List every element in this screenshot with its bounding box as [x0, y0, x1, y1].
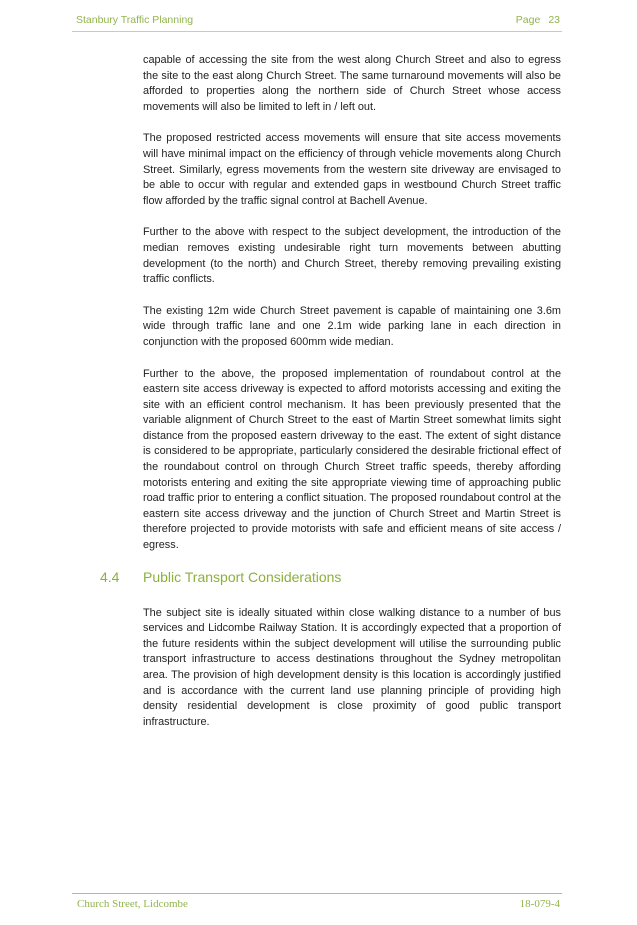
- page-footer: [72, 893, 562, 910]
- body-paragraph-1: capable of accessing the site from the west along Church Street and also to egress the site to the east along Church Street. The same turnaround movements will also be afforded to properties along the northern side of Church Street whose access movements will also be limited to left in / left out.: [143, 54, 561, 113]
- header-page-indicator: [508, 14, 560, 26]
- body-paragraph-3: Further to the above with respect to the subject development, the introduction of the median removes existing undesirable right turn movements between abutting development (to the north) and Church Street, thereby removing prevailing existing traffic conflicts.: [143, 226, 561, 286]
- header-company: Stanbury Traffic Planning: [76, 14, 194, 26]
- section-number: 4.4: [100, 568, 120, 585]
- footer-reference: 18-079-4: [519, 898, 560, 910]
- body-paragraph-2: The proposed restricted access movements will ensure that site access movements will have minimal impact on the efficiency of through vehicle movements along Church Street. Similarly, egress movements from the western site driveway are envisaged to be able to occur with regular and extended gaps in westbound Church Street traffic flow afforded by the traffic signal control at Bachell Avenue.: [143, 132, 561, 207]
- header-page-label: Page: [515, 14, 541, 26]
- section-paragraph: The subject site is ideally situated within close walking distance to a number of bus services and Lidcombe Railway Station. It is accordingly expected that a proportion of the future residents within the subject development will utilise the surrounding public transport infrastructure to access destinations throughout the Sydney metropolitan area. The provision of high development density is this location is accordingly justified and is accordance with the current land use planning principle of providing high density residential development is close proximity of good public transport infrastructure.: [143, 606, 561, 728]
- section-heading: [100, 570, 561, 590]
- page-header: [72, 13, 562, 32]
- body-paragraph-5: Further to the above, the proposed implementation of roundabout control at the eastern site access driveway is expected to afford motorists accessing and exiting the site with an efficient control mechanism. It has been previously presented that the variable alignment of Church Street to the east of Martin Street somewhat limits sight distance from the proposed eastern driveway to the east. The extent of sight distance is considered to be appropriate, particularly considered the desirable frictional effect of the roundabout control on through Church Street traffic speeds, thereby affording motorists entering and exiting the site appropriate viewing time of approaching public road traffic prior to entering a conflict situation. The proposed roundabout control at the eastern site access driveway and the junction of Church Street and Martin Street is therefore projected to provide motorists with safe and efficient means of site access / egress.: [143, 367, 561, 552]
- body-paragraph-4: The existing 12m wide Church Street pavement is capable of maintaining one 3.6m wide through traffic lane and one 2.1m wide parking lane in each direction in conjunction with the proposed 600mm wide median.: [143, 304, 561, 348]
- footer-project: Church Street, Lidcombe: [77, 898, 188, 910]
- section-title: Public Transport Considerations: [143, 568, 342, 585]
- header-page-number: 23: [548, 14, 560, 26]
- document-body: [100, 53, 561, 746]
